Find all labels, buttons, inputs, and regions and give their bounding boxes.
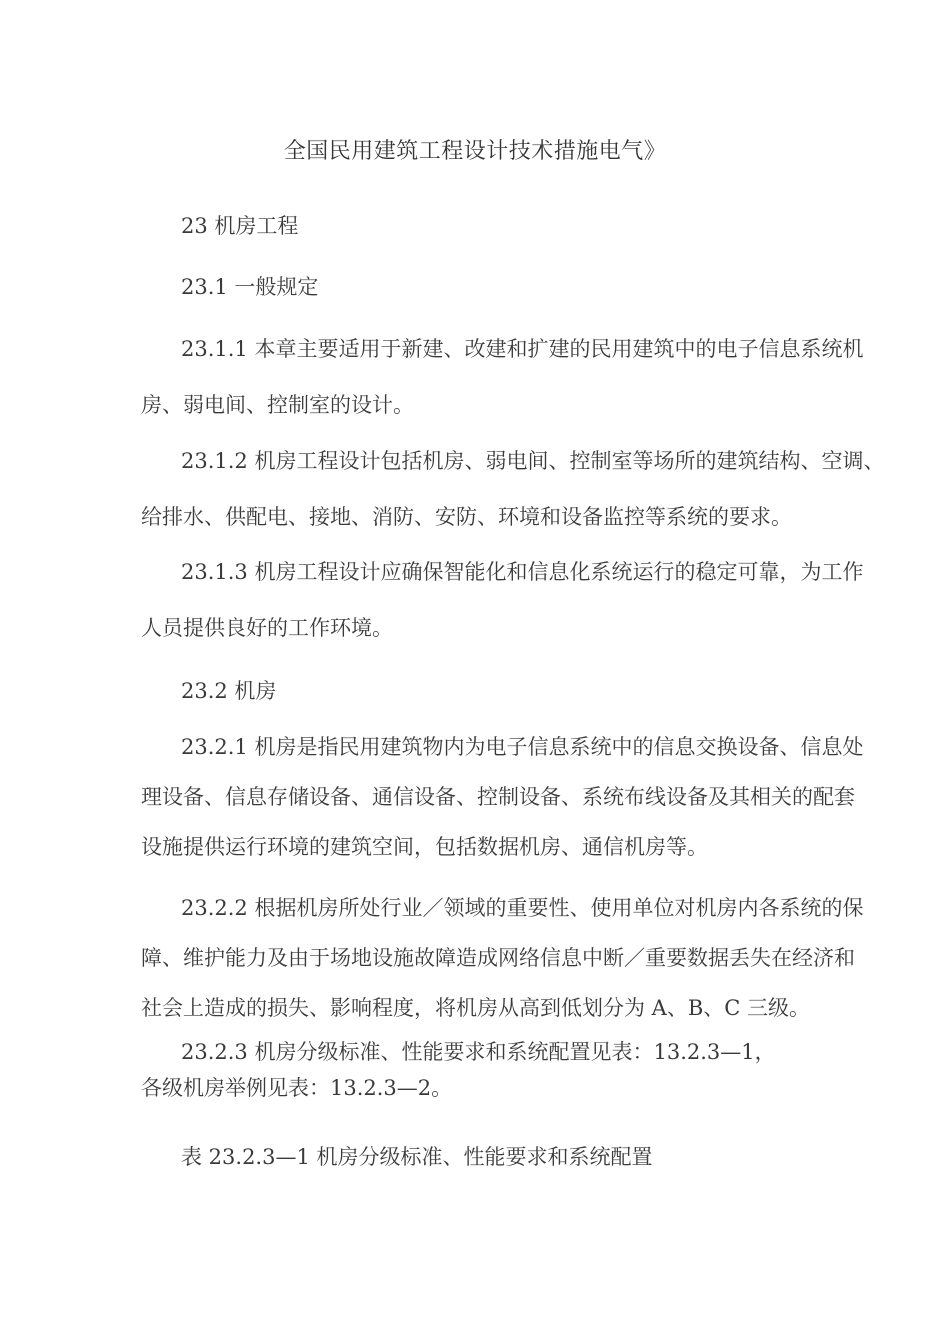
paragraph-line: 给排水、供配电、接地、消防、安防、环境和设备监控等系统的要求。 [141,505,792,529]
paragraph-line: 房、弱电间、控制室的设计。 [141,393,414,417]
paragraph-23-2-2 [141,892,921,1024]
paragraph-line: 设施提供运行环境的建筑空间，包括数据机房、通信机房等。 [141,835,708,859]
paragraph-line: 23.2.3 机房分级标准、性能要求和系统配置见表：13.2.3—1， [181,1040,776,1064]
section-heading-23: 23 机房工程 [181,214,299,238]
paragraph-line: 23.1.2 机房工程设计包括机房、弱电间、控制室等场所的建筑结构、空调、 [181,449,885,473]
paragraph-23-2-1 [141,731,921,863]
paragraph-line: 社会上造成的损失、影响程度，将机房从高到低划分为 A、B、C 三级。 [141,996,811,1020]
paragraph-line: 23.1.3 机房工程设计应确保智能化和信息化系统运行的稳定可靠，为工作 [181,560,864,584]
paragraph-line: 各级机房举例见表：13.2.3—2。 [141,1076,453,1100]
paragraph-23-1-2 [141,445,921,533]
paragraph-line: 人员提供良好的工作环境。 [141,616,393,640]
paragraph-line: 23.2.1 机房是指民用建筑物内为电子信息系统中的信息交换设备、信息处 [181,735,864,759]
paragraph-line: 23.2.2 根据机房所处行业／领域的重要性、使用单位对机房内各系统的保 [181,896,864,920]
section-heading-23-2: 23.2 机房 [181,679,277,703]
paragraph-23-2-3 [141,1036,921,1104]
paragraph-23-1-3 [141,556,921,644]
section-heading-23-1: 23.1 一般规定 [181,275,319,299]
document-title: 全国民用建筑工程设计技术措施电气》 [283,139,667,164]
paragraph-line: 理设备、信息存储设备、通信设备、控制设备、系统布线设备及其相关的配套 [141,785,855,809]
table-caption: 表 23.2.3—1 机房分级标准、性能要求和系统配置 [181,1145,653,1169]
paragraph-line: 23.1.1 本章主要适用于新建、改建和扩建的民用建筑中的电子信息系统机 [181,337,864,361]
paragraph-line: 障、维护能力及由于场地设施故障造成网络信息中断／重要数据丢失在经济和 [141,946,855,970]
paragraph-23-1-1 [141,333,921,421]
